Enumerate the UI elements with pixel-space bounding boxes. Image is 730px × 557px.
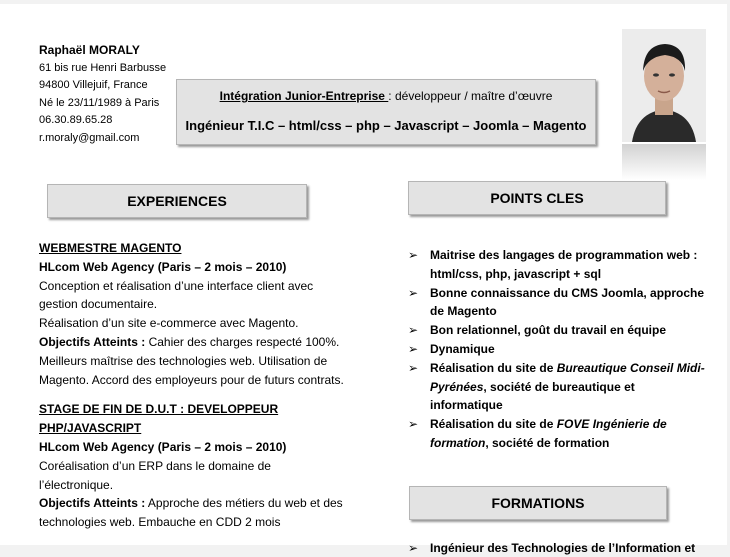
header-role-line [177,89,595,103]
experience-goals [39,333,344,389]
section-experiences: EXPERIENCES [47,184,307,218]
experience-description: Conception et réalisation d’une interface client avec gestion documentaire. [39,278,314,312]
points-cles-column [408,246,708,453]
goals-text: Cahier des charges respecté 100%. Meilleurs maîtrise des technologies web. Utilisation de Magento. Accord des employeurs pour de futurs contrats. [39,334,344,387]
list-item: ➢ Maitrise des langages de programmation web : html/css, php, javascript + sql [408,248,698,281]
address-line-2: 94800 Villejuif, France [39,79,148,91]
address-line-1: 61 bis rue Henri Barbusse [39,61,167,74]
phone-number: 06.30.89.65.28 [39,114,113,126]
goals-label: Objectifs Atteints : [39,496,146,511]
section-formations: FORMATIONS [409,486,667,520]
experience-goals [39,494,344,532]
list-item: ➢ Bon relationnel, goût du travail en équipe [408,321,708,340]
candidate-name: Raphaël MORALY [39,43,140,57]
photo-reflection [622,144,706,180]
header-org: Intégration Junior-Entreprise [219,89,389,103]
birth-info: Né le 23/11/1989 à Paris [39,96,160,109]
formation-item: ➢ Ingénieur des Technologies de l’Information et [408,541,696,555]
experience-description: Réalisation d’un site e-commerce avec Magento. [39,316,299,331]
arrow-bullet-icon: ➢ [408,248,419,262]
arrow-bullet-icon: ➢ [408,285,419,300]
goals-text: Approche des métiers du web et des technologies web. Embauche en CDD 2 mois [39,496,343,530]
header-title: Ingénieur T.I.C – html/css – php – Javascript – Joomla – Magento [185,118,587,133]
arrow-bullet-icon: ➢ [408,341,419,356]
arrow-bullet-icon: ➢ [408,417,419,432]
list-item: ➢ Réalisation du site de Bureautique Conseil Midi-Pyrénées, société de bureautique et informatique [408,360,705,413]
section-points-cles: POINTS CLES [408,181,666,215]
header-box [176,79,596,145]
email-address: r.moraly@gmail.com [39,131,140,144]
experience-company: HLcom Web Agency (Paris – 2 mois – 2010) [39,439,287,454]
header-role: : développeur / maître d’œuvre [388,89,553,103]
list-item: ➢ Dynamique [408,340,708,359]
list-item: ➢ Réalisation du site de FOVE Ingénierie de formation, société de formation [408,417,667,450]
points-list [408,246,708,453]
profile-photo [622,29,706,142]
contact-block [39,42,166,147]
experiences-column [39,239,344,532]
arrow-bullet-icon: ➢ [408,360,419,375]
list-item: ➢ Bonne connaissance du CMS Joomla, approche de Magento [408,285,705,319]
goals-label: Objectifs Atteints : [39,334,146,349]
cv-page [0,4,727,555]
portrait-illustration [622,29,706,142]
experience-company: HLcom Web Agency (Paris – 2 mois – 2010) [39,259,287,274]
arrow-bullet-icon: ➢ [408,323,419,338]
arrow-bullet-icon: ➢ [408,541,419,555]
experience-description: Coréalisation d’un ERP dans le domaine de l’électronique. [39,458,271,492]
experience-title: STAGE DE FIN DE D.U.T : DEVELOPPEUR PHP/JAVASCRIPT [39,402,279,436]
experience-title: WEBMESTRE MAGENTO [39,241,182,255]
